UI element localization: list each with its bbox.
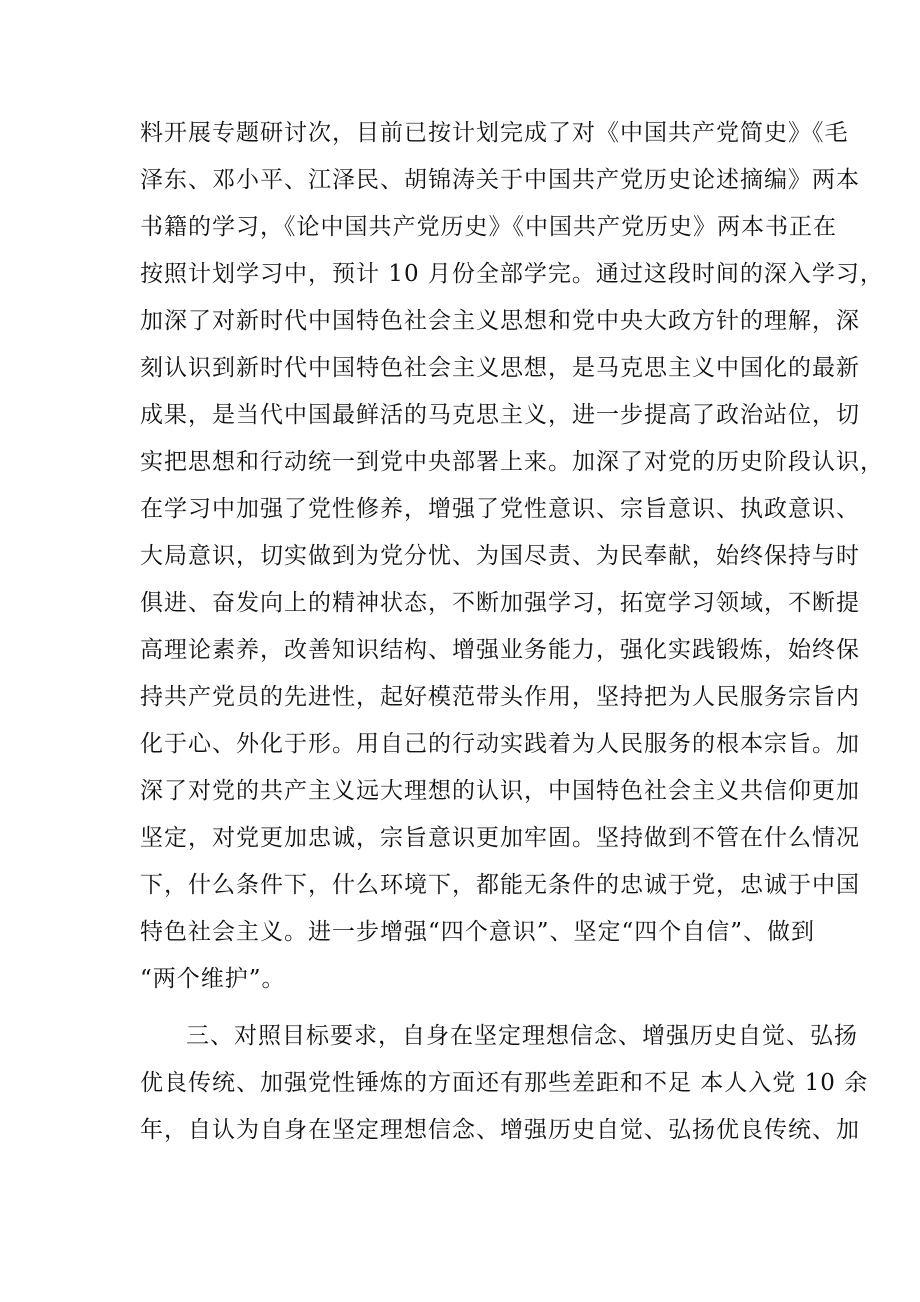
text-line: 优良传统、加强党性锤炼的方面还有那些差距和不足 本人入党 10 余 [140,1070,869,1096]
section-heading-line: 三、对照目标要求，自身在坚定理想信念、增强历史自觉、弘扬 [186,1023,858,1049]
text-line: 加深了对新时代中国特色社会主义思想和党中央大政方针的理解，深 [140,308,860,334]
text-line: 刻认识到新时代中国特色社会主义思想，是马克思主义中国化的最新 [140,355,860,381]
text-line: 深了对党的共产主义远大理想的认识，中国特色社会主义共信仰更加 [140,778,860,804]
text-line: 化于心、外化于形。用自己的行动实践着为人民服务的根本宗旨。加 [140,731,860,757]
text-line: 泽东、邓小平、江泽民、胡锦涛关于中国共产党历史论述摘编》两本 [140,167,860,193]
document-body [140,110,884,1154]
text-line: 特色社会主义。进一步增强“四个意识”、坚定“四个自信”、做到 [140,919,816,945]
text-line: 在学习中加强了党性修养，增强了党性意识、宗旨意识、执政意识、 [140,496,860,522]
text-line: 实把思想和行动统一到党中央部署上来。加深了对党的历史阶段认识， [140,449,884,475]
text-line: 成果，是当代中国最鲜活的马克思主义，进一步提高了政治站位，切 [140,402,860,428]
text-line: 坚定，对党更加忠诚，宗旨意识更加牢固。坚持做到不管在什么情况 [140,825,860,851]
text-line: 大局意识，切实做到为党分忧、为国尽责、为民奉献，始终保持与时 [140,543,860,569]
text-line: 年，自认为自身在坚定理想信念、增强历史自觉、弘扬优良传统、加 [140,1117,860,1143]
paragraph-study-progress [140,110,884,1003]
text-line: 书籍的学习，《论中国共产党历史》《中国共产党历史》两本书正在 [140,214,837,240]
text-line: 料开展专题研讨次，目前已按计划完成了对《中国共产党简史》《毛 [140,120,849,146]
text-line: 俱进、奋发向上的精神状态，不断加强学习，拓宽学习领域，不断提 [140,590,860,616]
text-line: “两个维护”。 [140,966,286,992]
paragraph-gap [140,1003,800,1013]
text-line: 持共产党员的先进性，起好模范带头作用，坚持把为人民服务宗旨内 [140,684,860,710]
text-line: 按照计划学习中，预计 10 月份全部学完。通过这段时间的深入学习， [140,261,884,287]
paragraph-section-three [140,1013,869,1154]
text-line: 高理论素养，改善知识结构、增强业务能力，强化实践锻炼，始终保 [140,637,860,663]
text-line: 下，什么条件下，什么环境下，都能无条件的忠诚于党，忠诚于中国 [140,872,860,898]
